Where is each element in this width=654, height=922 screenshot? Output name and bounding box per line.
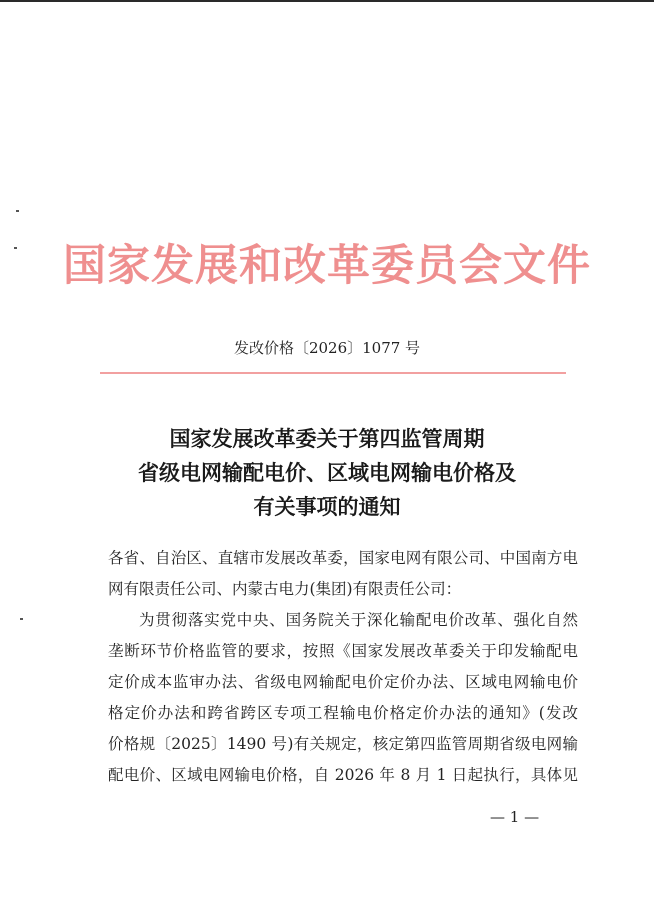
addressee-line: 网有限责任公司、内蒙古电力(集团)有限责任公司：: [108, 580, 462, 598]
title-line: 有关事项的通知: [253, 494, 401, 519]
paragraph-line: 为贯彻落实党中央、国务院关于深化输配电价改革、强化自然: [139, 611, 578, 629]
scan-mark: [20, 618, 23, 620]
paragraph-line: 配电价、区域电网输电价格，自 2026 年 8 月 1 日起执行，具体见: [108, 766, 578, 784]
document-title: [0, 422, 654, 524]
red-separator-line: [100, 372, 566, 374]
paragraph-line: 格定价办法和跨省跨区专项工程输电价格定价办法的通知》(发改: [108, 704, 578, 722]
scan-mark: [16, 210, 19, 212]
title-line: 国家发展改革委关于第四监管周期: [169, 426, 485, 451]
addressee-line: 各省、自治区、直辖市发展改革委，国家电网有限公司、中国南方电: [108, 549, 578, 567]
paragraph-line: 定价成本监审办法、省级电网输配电价定价办法、区域电网输电价: [108, 673, 578, 691]
page-number: — 1 —: [490, 808, 540, 826]
document-body: [108, 543, 578, 791]
title-line: 省级电网输配电价、区域电网输电价格及: [138, 460, 516, 485]
masthead: 国家发展和改革委员会文件: [63, 241, 591, 291]
page-top-edge: [0, 0, 654, 2]
paragraph-line: 垄断环节价格监管的要求，按照《国家发展改革委关于印发输配电: [108, 642, 578, 660]
document-number: 发改价格〔2026〕1077 号: [233, 339, 421, 357]
paragraph-line: 价格规〔2025〕1490 号)有关规定，核定第四监管周期省级电网输: [108, 735, 578, 753]
